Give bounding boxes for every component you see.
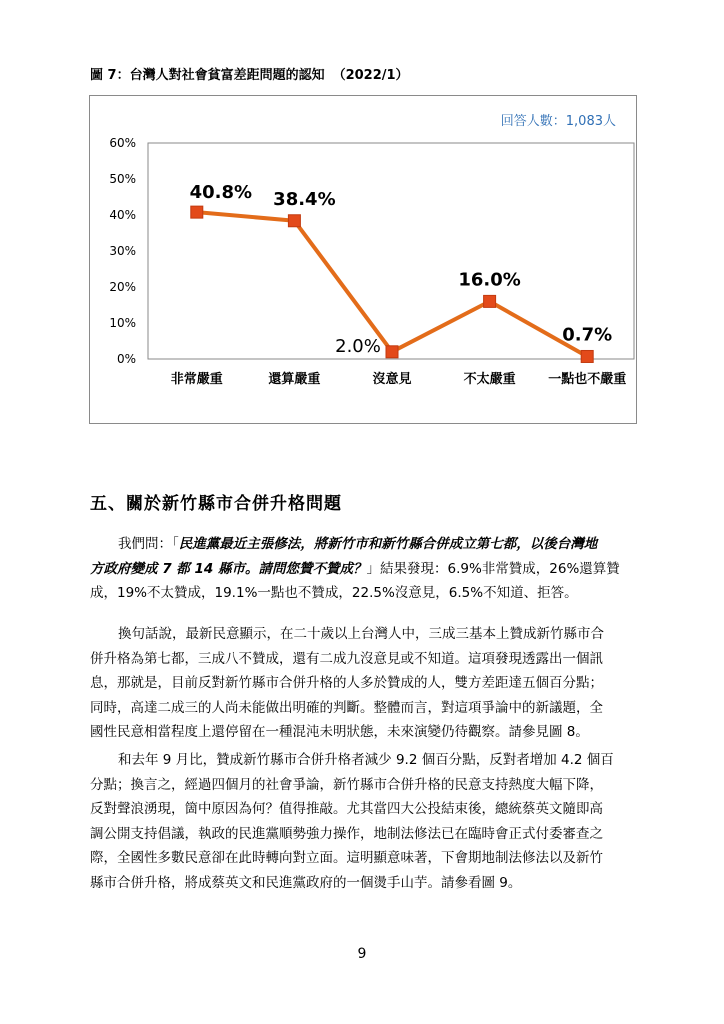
paragraph-line <box>90 557 638 582</box>
paragraph-line: 同時，高達二成三的人尚未能做出明確的判斷。整體而言，對這項爭論中的新議題，全 <box>90 699 603 716</box>
line-chart <box>90 96 636 423</box>
figure-title-text: 圖 7：台灣人對社會貧富差距問題的認知 <box>90 68 325 83</box>
data-label: 2.0% <box>335 335 381 357</box>
paragraph-2 <box>90 622 638 745</box>
survey-question: 民進黨最近主張修法，將新竹市和新竹縣合併成立第七都，以後台灣地 <box>178 536 598 552</box>
paragraph-line: 際，全國性多數民意卻在此時轉向對立面。這明顯意味著，下會期地制法修法以及新竹 <box>90 850 603 866</box>
plot-area <box>148 143 634 359</box>
figure-title-date: （2022/1） <box>332 68 409 83</box>
paragraph-line: 縣市合併升格，將成蔡英文和民進黨政府的一個燙手山芋。請參看圖 9。 <box>90 874 522 891</box>
x-tick-label: 沒意見 <box>372 372 412 387</box>
text-run: 」結果發現：6.9%非常贊成，26%還算贊 <box>366 560 620 577</box>
data-label: 0.7% <box>562 324 613 346</box>
paragraph-3 <box>90 748 638 895</box>
paragraph-line: 反對聲浪湧現，箇中原因為何？值得推敲。尤其當四大公投結束後，總統蔡英文隨即高 <box>90 801 603 817</box>
y-tick-label: 40% <box>109 208 136 222</box>
figure-title <box>90 64 409 83</box>
data-label: 38.4% <box>273 188 336 210</box>
respondent-count: 回答人數：1,083人 <box>500 114 616 129</box>
paragraph-line: 和去年 9 月比，贊成新竹縣市合併升格者減少 9.2 個百分點，反對者增加 4.2 個百 <box>118 752 614 768</box>
y-tick-label: 60% <box>109 136 136 150</box>
text-run: 我們問：「 <box>118 536 179 552</box>
data-point <box>386 346 398 358</box>
data-point <box>288 215 300 227</box>
paragraph-line: 調公開支持倡議，執政的民進黨順勢強力操作，地制法修法已在臨時會正式付委審查之 <box>90 825 603 842</box>
series-line <box>197 212 587 356</box>
survey-question: 方政府變成 7 都 14 縣市。請問您贊不贊成？ <box>90 560 367 577</box>
paragraph-line: 換句話說，最新民意顯示，在二十歲以上台灣人中，三成三基本上贊成新竹縣市合 <box>118 626 604 642</box>
paragraph-line: 國性民意相當程度上還停留在一種混沌未明狀態，未來演變仍待觀察。請參見圖 8。 <box>90 724 589 740</box>
data-point <box>581 350 593 362</box>
paragraph-line: 成，19%不太贊成，19.1%一點也不贊成，22.5%沒意見，6.5%不知道、拒答。 <box>90 585 578 601</box>
y-tick-label: 50% <box>109 172 136 186</box>
paragraph-1 <box>90 532 638 606</box>
data-label: 16.0% <box>458 269 521 291</box>
x-tick-label: 不太嚴重 <box>463 372 516 387</box>
y-tick-label: 30% <box>109 244 136 258</box>
x-tick-label: 非常嚴重 <box>170 372 223 387</box>
y-tick-label: 0% <box>116 352 136 366</box>
y-tick-label: 20% <box>109 280 136 294</box>
paragraph-line: 息，那就是，目前反對新竹縣市合併升格的人多於贊成的人，雙方差距達五個百分點； <box>90 675 603 691</box>
page-number: 9 <box>357 946 367 962</box>
x-tick-label: 還算嚴重 <box>268 372 321 387</box>
paragraph-line: 併升格為第七都，三成八不贊成，還有二成九沒意見或不知道。這項發現透露出一個訊 <box>90 650 603 667</box>
y-tick-label: 10% <box>109 316 136 330</box>
data-label: 40.8% <box>189 182 253 204</box>
chart-frame <box>89 95 637 424</box>
data-point <box>191 206 203 218</box>
section-heading: 五、關於新竹縣市合併升格問題 <box>90 494 342 514</box>
data-point <box>484 295 496 307</box>
paragraph-line <box>90 532 638 557</box>
paragraph-line: 分點；換言之，經過四個月的社會爭論，新竹縣市合併升格的民意支持熱度大幅下降， <box>90 776 603 793</box>
x-tick-label: 一點也不嚴重 <box>548 372 627 387</box>
